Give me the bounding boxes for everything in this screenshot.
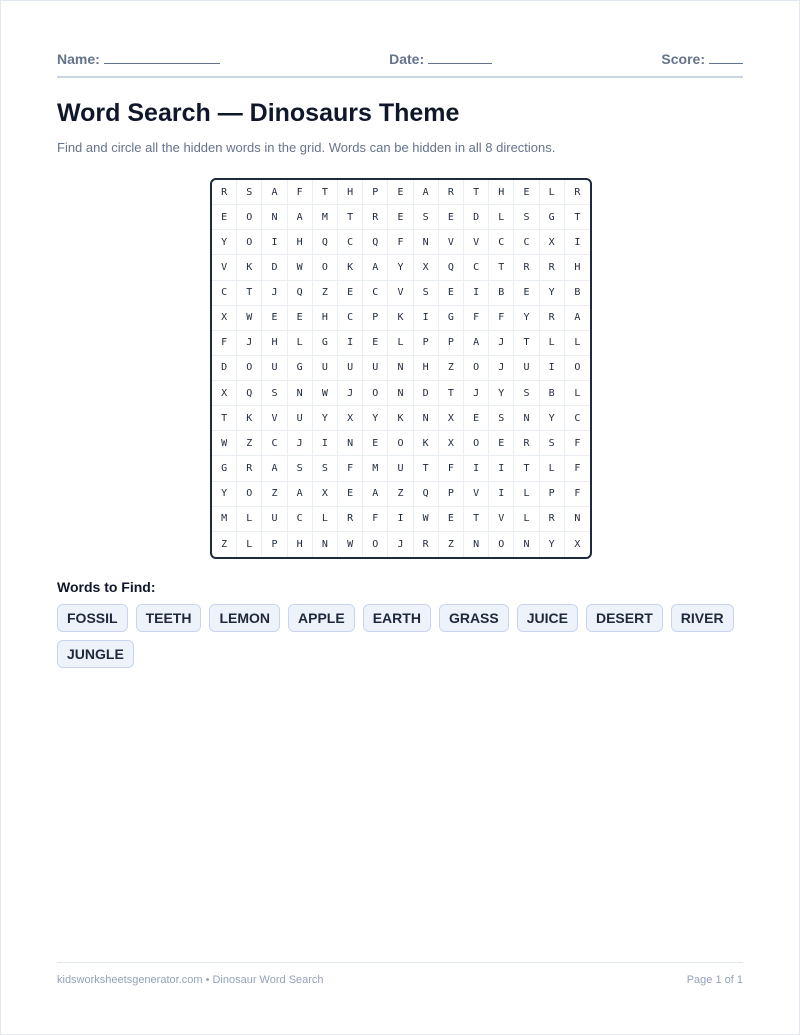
grid-cell[interactable]: V xyxy=(388,281,413,306)
footer-divider xyxy=(57,962,743,963)
grid-cell[interactable]: F xyxy=(363,507,388,532)
grid-cell[interactable]: S xyxy=(414,281,439,306)
grid-cell[interactable]: K xyxy=(237,255,262,280)
grid-cell[interactable]: Q xyxy=(237,381,262,406)
grid-cell[interactable]: W xyxy=(338,532,363,557)
grid-cell[interactable]: E xyxy=(514,281,539,306)
grid-cell[interactable]: A xyxy=(464,331,489,356)
page-title: Word Search — Dinosaurs Theme xyxy=(57,99,460,127)
grid-cell[interactable]: G xyxy=(439,306,464,331)
grid-cell[interactable]: P xyxy=(540,482,565,507)
grid-cell[interactable]: O xyxy=(464,356,489,381)
grid-cell[interactable]: X xyxy=(212,381,237,406)
grid-cell[interactable]: A xyxy=(288,482,313,507)
grid-cell[interactable]: N xyxy=(338,431,363,456)
grid-cell[interactable]: N xyxy=(565,507,590,532)
grid-cell[interactable]: W xyxy=(313,381,338,406)
grid-cell[interactable]: Q xyxy=(313,230,338,255)
grid-cell[interactable]: R xyxy=(414,532,439,557)
grid-cell[interactable]: O xyxy=(237,205,262,230)
name-field[interactable] xyxy=(57,49,220,67)
grid-cell[interactable]: T xyxy=(514,331,539,356)
score-label: Score: xyxy=(661,51,705,67)
grid-cell[interactable]: E xyxy=(363,331,388,356)
grid-cell[interactable]: E xyxy=(262,306,287,331)
grid-cell[interactable]: S xyxy=(514,205,539,230)
grid-cell[interactable]: V xyxy=(464,230,489,255)
grid-cell[interactable]: H xyxy=(489,180,514,205)
grid-cell[interactable]: A xyxy=(363,482,388,507)
grid-cell[interactable]: I xyxy=(489,482,514,507)
grid-cell[interactable]: O xyxy=(237,482,262,507)
grid-cell[interactable]: S xyxy=(313,456,338,481)
grid-cell[interactable]: R xyxy=(540,306,565,331)
grid-cell[interactable]: E xyxy=(288,306,313,331)
grid-cell[interactable]: K xyxy=(388,306,413,331)
grid-cell[interactable]: E xyxy=(439,281,464,306)
grid-cell[interactable]: J xyxy=(338,381,363,406)
grid-cell[interactable]: Z xyxy=(262,482,287,507)
word-chip: EARTH xyxy=(363,604,431,632)
word-chip: LEMON xyxy=(209,604,280,632)
grid-cell[interactable]: Y xyxy=(212,230,237,255)
grid-cell[interactable]: K xyxy=(388,406,413,431)
grid-cell[interactable]: T xyxy=(414,456,439,481)
grid-cell[interactable]: L xyxy=(540,180,565,205)
grid-cell[interactable]: J xyxy=(237,331,262,356)
grid-cell[interactable]: F xyxy=(388,230,413,255)
grid-cell[interactable]: V xyxy=(212,255,237,280)
grid-cell[interactable]: E xyxy=(338,281,363,306)
grid-cell[interactable]: O xyxy=(237,356,262,381)
word-chip: DESERT xyxy=(586,604,663,632)
grid-cell[interactable]: Y xyxy=(363,406,388,431)
grid-cell[interactable]: E xyxy=(439,205,464,230)
grid-cell[interactable]: T xyxy=(439,381,464,406)
grid-cell[interactable]: S xyxy=(414,205,439,230)
word-chip: JUNGLE xyxy=(57,640,134,668)
grid-cell[interactable]: X xyxy=(439,431,464,456)
grid-cell[interactable]: I xyxy=(464,281,489,306)
grid-cell[interactable]: X xyxy=(540,230,565,255)
grid-cell[interactable]: U xyxy=(262,507,287,532)
grid-cell[interactable]: C xyxy=(212,281,237,306)
grid-cell[interactable]: S xyxy=(489,406,514,431)
grid-cell[interactable]: L xyxy=(540,456,565,481)
grid-cell[interactable]: K xyxy=(237,406,262,431)
grid-cell[interactable]: W xyxy=(414,507,439,532)
footer-page-number: Page 1 of 1 xyxy=(686,974,743,986)
grid-cell[interactable]: O xyxy=(489,532,514,557)
header-fields xyxy=(57,49,743,67)
grid-cell[interactable]: A xyxy=(288,205,313,230)
date-label: Date: xyxy=(389,51,425,67)
grid-cell[interactable]: B xyxy=(540,381,565,406)
word-search-grid xyxy=(210,178,592,559)
grid-cell[interactable]: E xyxy=(439,507,464,532)
grid-cell[interactable]: W xyxy=(212,431,237,456)
grid-cell[interactable]: R xyxy=(439,180,464,205)
grid-cell[interactable]: S xyxy=(514,381,539,406)
grid-cell[interactable]: C xyxy=(288,507,313,532)
grid-cell[interactable]: T xyxy=(338,205,363,230)
grid-cell[interactable]: T xyxy=(464,180,489,205)
words-to-find-heading: Words to Find: xyxy=(57,579,156,595)
word-chip: RIVER xyxy=(671,604,734,632)
grid-cell[interactable]: C xyxy=(262,431,287,456)
grid-cell[interactable]: P xyxy=(439,331,464,356)
header-divider xyxy=(57,76,743,78)
grid-cell[interactable]: T xyxy=(514,456,539,481)
grid-cell[interactable]: A xyxy=(262,456,287,481)
grid-cell[interactable]: Y xyxy=(388,255,413,280)
grid-cell[interactable]: M xyxy=(212,507,237,532)
grid-cell[interactable]: M xyxy=(313,205,338,230)
grid-cell[interactable]: I xyxy=(540,356,565,381)
grid-cell[interactable]: F xyxy=(565,456,590,481)
grid-cell[interactable]: C xyxy=(489,230,514,255)
grid-cell[interactable]: X xyxy=(574,538,581,550)
grid-cell[interactable]: Z xyxy=(388,482,413,507)
grid-cell[interactable]: L xyxy=(565,381,590,406)
grid-cell[interactable]: Z xyxy=(237,431,262,456)
grid-cell[interactable]: E xyxy=(363,431,388,456)
grid-cell[interactable]: Y xyxy=(540,532,565,557)
grid-cell[interactable]: C xyxy=(338,306,363,331)
grid-cell[interactable]: C xyxy=(464,255,489,280)
grid-cell[interactable]: N xyxy=(313,532,338,557)
grid-cell[interactable]: J xyxy=(388,532,413,557)
grid-cell[interactable]: J xyxy=(262,281,287,306)
grid-cell[interactable]: U xyxy=(288,406,313,431)
grid-cell[interactable]: U xyxy=(388,456,413,481)
grid-cell[interactable]: L xyxy=(288,331,313,356)
grid-cell[interactable]: L xyxy=(489,205,514,230)
grid-cell[interactable]: F xyxy=(288,180,313,205)
grid-cell[interactable]: Y xyxy=(514,306,539,331)
grid-cell[interactable]: K xyxy=(338,255,363,280)
grid-cell[interactable]: H xyxy=(414,356,439,381)
grid-cell[interactable]: Y xyxy=(540,281,565,306)
grid-cell[interactable]: X xyxy=(313,482,338,507)
grid-cell[interactable]: L xyxy=(514,507,539,532)
grid-cell[interactable]: O xyxy=(237,230,262,255)
grid-cell[interactable]: F xyxy=(565,482,590,507)
grid-cell[interactable]: D xyxy=(464,205,489,230)
grid-cell[interactable]: N xyxy=(514,406,539,431)
grid-cell[interactable]: T xyxy=(237,281,262,306)
grid-cell[interactable]: O xyxy=(388,431,413,456)
grid-cell[interactable]: H xyxy=(338,180,363,205)
grid-cell[interactable]: J xyxy=(288,431,313,456)
grid-cell[interactable]: N xyxy=(414,406,439,431)
grid-cell[interactable]: I xyxy=(262,230,287,255)
grid-cell[interactable]: A xyxy=(363,255,388,280)
grid-cell[interactable]: I xyxy=(313,431,338,456)
grid-cell[interactable]: L xyxy=(540,331,565,356)
score-field[interactable] xyxy=(661,49,743,67)
date-field[interactable] xyxy=(389,49,492,67)
grid-cell[interactable]: L xyxy=(514,482,539,507)
grid-cell[interactable]: T xyxy=(212,406,237,431)
grid-cell[interactable]: L xyxy=(237,532,262,557)
grid-cell[interactable]: C xyxy=(338,230,363,255)
grid-cell[interactable]: G xyxy=(212,456,237,481)
grid-cell[interactable]: H xyxy=(288,230,313,255)
grid-cell[interactable]: O xyxy=(363,381,388,406)
word-chip: FOSSIL xyxy=(57,604,128,632)
grid-cell[interactable]: B xyxy=(565,281,590,306)
grid-cell[interactable]: F xyxy=(565,431,590,456)
grid-cell[interactable]: I xyxy=(388,507,413,532)
grid-cell[interactable]: A xyxy=(262,180,287,205)
grid-cell[interactable]: P xyxy=(439,482,464,507)
grid-cell[interactable]: R xyxy=(237,456,262,481)
date-line xyxy=(428,49,492,64)
grid-cell[interactable]: B xyxy=(489,281,514,306)
grid-cell[interactable]: I xyxy=(489,456,514,481)
grid-cell[interactable]: Z xyxy=(313,281,338,306)
grid-cell[interactable]: E xyxy=(212,205,237,230)
grid-cell[interactable]: F xyxy=(489,306,514,331)
grid-cell[interactable]: G xyxy=(540,205,565,230)
grid-cell[interactable]: Y xyxy=(540,406,565,431)
grid-cell[interactable]: G xyxy=(313,331,338,356)
grid-cell[interactable]: V xyxy=(489,507,514,532)
grid-cell[interactable]: E xyxy=(388,180,413,205)
grid-cell[interactable]: Z xyxy=(212,532,237,557)
grid-cell[interactable]: Y xyxy=(489,381,514,406)
grid-cell[interactable]: R xyxy=(338,507,363,532)
name-label: Name: xyxy=(57,51,100,67)
word-list xyxy=(57,604,747,668)
grid-cell[interactable]: C xyxy=(363,281,388,306)
grid-cell[interactable]: R xyxy=(514,255,539,280)
grid-cell[interactable]: L xyxy=(313,507,338,532)
grid-cell[interactable]: O xyxy=(363,532,388,557)
grid-cell[interactable]: D xyxy=(212,356,237,381)
grid-cell[interactable]: U xyxy=(514,356,539,381)
grid-cell[interactable]: D xyxy=(414,381,439,406)
grid-cell[interactable]: S xyxy=(262,381,287,406)
score-line xyxy=(709,49,743,64)
grid-cell[interactable]: S xyxy=(288,456,313,481)
grid-cell[interactable]: L xyxy=(565,331,590,356)
grid-cell[interactable]: N xyxy=(388,356,413,381)
grid-cell[interactable]: E xyxy=(464,406,489,431)
grid-cell[interactable]: O xyxy=(464,431,489,456)
grid-cell[interactable]: H xyxy=(313,306,338,331)
grid-cell[interactable]: M xyxy=(363,456,388,481)
grid-cell[interactable]: F xyxy=(338,456,363,481)
grid-cell[interactable]: E xyxy=(514,180,539,205)
grid-cell[interactable]: T xyxy=(565,205,590,230)
grid-cell[interactable]: E xyxy=(489,431,514,456)
grid-cell[interactable]: W xyxy=(237,306,262,331)
grid-cell[interactable]: F xyxy=(212,331,237,356)
grid-cell[interactable]: A xyxy=(414,180,439,205)
grid-cell[interactable]: N xyxy=(262,205,287,230)
grid-cell[interactable]: L xyxy=(388,331,413,356)
grid-cell[interactable]: R xyxy=(212,180,237,205)
grid-cell[interactable]: L xyxy=(237,507,262,532)
grid-cell[interactable]: D xyxy=(262,255,287,280)
instructions-text: Find and circle all the hidden words in the grid. Words can be hidden in all 8 directions. xyxy=(57,140,556,155)
grid-cell[interactable]: Z xyxy=(439,532,464,557)
grid-cell[interactable]: H xyxy=(262,331,287,356)
grid-cell[interactable]: S xyxy=(237,180,262,205)
grid-cell[interactable]: P xyxy=(363,306,388,331)
grid-cell[interactable]: I xyxy=(464,456,489,481)
grid-cell[interactable]: R xyxy=(565,180,590,205)
word-chip: JUICE xyxy=(517,604,578,632)
footer-site-text: kidsworksheetsgenerator.com • Dinosaur Word Search xyxy=(57,974,324,986)
grid-cell[interactable]: T xyxy=(489,255,514,280)
grid-cell[interactable]: A xyxy=(565,306,590,331)
word-chip: APPLE xyxy=(288,604,355,632)
grid-cell[interactable]: T xyxy=(313,180,338,205)
grid-cell[interactable]: Y xyxy=(313,406,338,431)
grid-cell[interactable]: J xyxy=(464,381,489,406)
grid-cell[interactable]: X xyxy=(414,255,439,280)
grid-cell[interactable]: Q xyxy=(439,255,464,280)
name-line xyxy=(104,49,220,64)
grid-cell[interactable]: F xyxy=(464,306,489,331)
grid-cell[interactable]: C xyxy=(514,230,539,255)
grid-cell[interactable]: P xyxy=(363,180,388,205)
grid-cell[interactable]: Q xyxy=(288,281,313,306)
grid-cell[interactable]: H xyxy=(288,532,313,557)
grid-cell[interactable]: X xyxy=(439,406,464,431)
grid-cell[interactable]: O xyxy=(313,255,338,280)
grid-cell[interactable]: Q xyxy=(363,230,388,255)
grid-cell[interactable]: I xyxy=(565,230,590,255)
grid-cell[interactable]: I xyxy=(414,306,439,331)
grid-cell[interactable]: C xyxy=(565,406,590,431)
grid-cell[interactable]: Y xyxy=(212,482,237,507)
grid-cell[interactable]: Z xyxy=(439,356,464,381)
grid-cell[interactable]: X xyxy=(338,406,363,431)
grid-cell[interactable]: E xyxy=(338,482,363,507)
grid-cell[interactable]: R xyxy=(514,431,539,456)
grid-cell[interactable]: H xyxy=(565,255,590,280)
grid-cell[interactable]: N xyxy=(388,381,413,406)
grid-cell[interactable]: V xyxy=(464,482,489,507)
grid-cell[interactable]: E xyxy=(388,205,413,230)
grid-cell[interactable]: T xyxy=(464,507,489,532)
grid-cell[interactable]: N xyxy=(514,532,539,557)
grid-cell[interactable]: R xyxy=(363,205,388,230)
grid-cell[interactable]: X xyxy=(212,306,237,331)
grid-cell[interactable]: V xyxy=(439,230,464,255)
grid-cell[interactable]: G xyxy=(288,356,313,381)
grid-cell[interactable]: S xyxy=(540,431,565,456)
grid-cell[interactable]: Q xyxy=(414,482,439,507)
word-chip: TEETH xyxy=(136,604,202,632)
grid-cell[interactable]: N xyxy=(464,532,489,557)
grid-cell[interactable]: N xyxy=(414,230,439,255)
word-chip: GRASS xyxy=(439,604,509,632)
grid-cell[interactable]: U xyxy=(313,356,338,381)
grid-cell[interactable]: I xyxy=(338,331,363,356)
grid-cell[interactable]: J xyxy=(489,331,514,356)
grid-cell[interactable]: K xyxy=(414,431,439,456)
grid-cell[interactable]: R xyxy=(540,255,565,280)
grid-cell[interactable]: R xyxy=(540,507,565,532)
grid-cell[interactable]: U xyxy=(262,356,287,381)
grid-cell[interactable]: U xyxy=(338,356,363,381)
grid-cell[interactable]: P xyxy=(262,532,287,557)
grid-cell[interactable]: O xyxy=(565,356,590,381)
grid-cell[interactable]: J xyxy=(489,356,514,381)
grid-cell[interactable]: N xyxy=(288,381,313,406)
grid-cell[interactable]: W xyxy=(288,255,313,280)
grid-cell[interactable]: V xyxy=(262,406,287,431)
grid-cell[interactable]: P xyxy=(414,331,439,356)
grid-cell[interactable]: U xyxy=(363,356,388,381)
grid-cell[interactable]: F xyxy=(439,456,464,481)
